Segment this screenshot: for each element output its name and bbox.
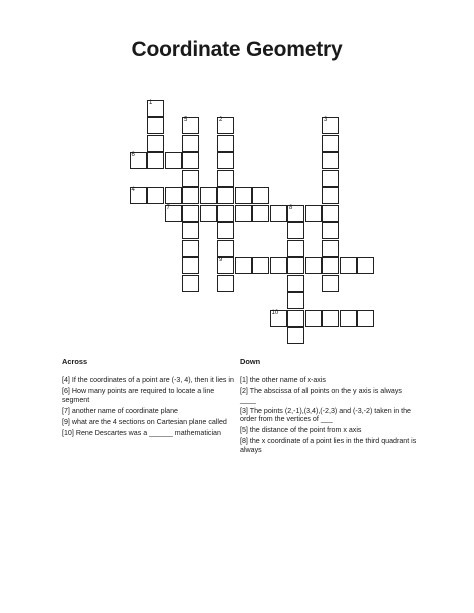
clue-number: [10] — [62, 428, 74, 437]
crossword-cell[interactable] — [287, 205, 304, 222]
clue-text: the x coordinate of a point lies in the third quadrant is always — [240, 437, 417, 454]
clue-text: another name of coordinate plane — [71, 406, 178, 415]
crossword-cell[interactable] — [147, 100, 164, 117]
crossword-cell[interactable] — [252, 205, 269, 222]
crossword-cell[interactable] — [322, 152, 339, 169]
crossword-cell[interactable] — [217, 135, 234, 152]
crossword-cell[interactable] — [182, 135, 199, 152]
clue-down-1 — [240, 376, 418, 384]
clue-text: Rene Descartes was a ______ mathematician — [75, 428, 221, 437]
clue-number: [4] — [62, 376, 70, 385]
crossword-cell[interactable] — [270, 257, 287, 274]
crossword-cell[interactable] — [182, 240, 199, 257]
clue-text: The points (2,-1),(3,4),(-2,3) and (-3,-2) taken in the order from the vertices of ___ — [240, 406, 411, 424]
clue-down-2 — [240, 387, 418, 404]
crossword-cell[interactable] — [322, 187, 339, 204]
crossword-cell[interactable] — [252, 187, 269, 204]
crossword-cell[interactable] — [357, 257, 374, 274]
crossword-cell[interactable] — [322, 135, 339, 152]
crossword-cell[interactable] — [270, 205, 287, 222]
crossword-cell[interactable] — [235, 205, 252, 222]
clue-text: the distance of the point from x axis — [249, 426, 362, 435]
crossword-cell[interactable] — [217, 222, 234, 239]
clue-number-label: 5 — [184, 117, 188, 123]
clue-text: If the coordinates of a point are (-3, 4), then it lies in — [71, 376, 234, 385]
clue-down-5 — [240, 426, 418, 434]
crossword-cell[interactable] — [200, 205, 217, 222]
clue-down-3 — [240, 407, 418, 424]
crossword-cell[interactable] — [217, 275, 234, 292]
crossword-cell[interactable] — [357, 310, 374, 327]
clue-number-label: 8 — [289, 204, 293, 211]
crossword-cell[interactable] — [182, 275, 199, 292]
crossword-cell[interactable] — [147, 117, 164, 134]
crossword-cell[interactable] — [252, 257, 269, 274]
crossword-cell[interactable] — [182, 170, 199, 187]
crossword-cell[interactable] — [270, 310, 287, 327]
crossword-cell[interactable] — [165, 205, 182, 222]
crossword-cell[interactable] — [305, 257, 322, 274]
crossword-cell[interactable] — [235, 257, 252, 274]
crossword-cell[interactable] — [235, 187, 252, 204]
crossword-cell[interactable] — [287, 292, 304, 309]
crossword-cell[interactable] — [287, 222, 304, 239]
across-clues — [62, 358, 234, 440]
crossword-cell[interactable] — [340, 310, 357, 327]
crossword-cell[interactable] — [147, 187, 164, 204]
crossword-cell[interactable] — [322, 310, 339, 327]
crossword-cell[interactable] — [182, 222, 199, 239]
clue-number-label: 10 — [271, 309, 279, 316]
crossword-cell[interactable] — [217, 257, 234, 274]
clue-across-7 — [62, 407, 234, 415]
clue-text: the other name of x-axis — [249, 376, 326, 385]
crossword-cell[interactable] — [322, 170, 339, 187]
crossword-cell[interactable] — [182, 187, 199, 204]
down-clues — [240, 358, 418, 457]
crossword-cell[interactable] — [305, 310, 322, 327]
clue-number-label: 1 — [149, 99, 153, 106]
clue-across-4 — [62, 376, 234, 384]
clue-number: [5] — [240, 426, 248, 435]
crossword-cell[interactable] — [200, 187, 217, 204]
clue-number-label: 2 — [219, 117, 223, 123]
crossword-cell[interactable] — [287, 310, 304, 327]
crossword-cell[interactable] — [165, 187, 182, 204]
crossword-cell[interactable] — [322, 117, 339, 134]
clue-number: [6] — [62, 387, 70, 396]
crossword-cell[interactable] — [182, 205, 199, 222]
crossword-cell[interactable] — [147, 135, 164, 152]
clue-text: The abscissa of all points on the y axis is always ____ — [240, 387, 402, 404]
clue-text: what are the 4 sections on Cartesian plane called — [71, 417, 227, 426]
clue-number-label: 9 — [219, 257, 223, 263]
clue-across-10 — [62, 429, 234, 437]
crossword-cell[interactable] — [182, 117, 199, 134]
clue-down-8 — [240, 437, 418, 454]
clue-number-label: 4 — [131, 187, 135, 193]
clue-number-label: 3 — [324, 117, 328, 123]
crossword-cell[interactable] — [340, 257, 357, 274]
crossword-cell[interactable] — [217, 117, 234, 134]
clue-number: [3] — [240, 406, 248, 415]
crossword-cell[interactable] — [287, 240, 304, 257]
clue-number: [7] — [62, 406, 70, 415]
crossword-cell[interactable] — [217, 152, 234, 169]
crossword-cell[interactable] — [217, 205, 234, 222]
crossword-cell[interactable] — [217, 240, 234, 257]
clue-text: How many points are required to locate a line segment — [62, 387, 215, 404]
crossword-cell[interactable] — [287, 257, 304, 274]
crossword-cell[interactable] — [182, 257, 199, 274]
crossword-cell[interactable] — [147, 152, 164, 169]
clue-number: [1] — [240, 376, 248, 385]
clue-number: [8] — [240, 437, 248, 446]
crossword-cell[interactable] — [217, 170, 234, 187]
crossword-cell[interactable] — [287, 327, 304, 344]
crossword-cell[interactable] — [305, 205, 322, 222]
crossword-cell[interactable] — [322, 257, 339, 274]
crossword-cell[interactable] — [287, 275, 304, 292]
crossword-cell[interactable] — [182, 152, 199, 169]
across-heading: Across — [62, 357, 88, 366]
clue-number: [2] — [240, 387, 248, 396]
page-title: Coordinate Geometry — [131, 38, 343, 61]
crossword-cell[interactable] — [322, 275, 339, 292]
clue-number-label: 7 — [166, 204, 170, 211]
clue-across-9 — [62, 418, 234, 426]
crossword-cell[interactable] — [322, 240, 339, 257]
clue-number-label: 6 — [131, 152, 135, 158]
clue-across-6 — [62, 387, 234, 404]
crossword-cell[interactable] — [130, 187, 147, 204]
crossword-cell[interactable] — [130, 152, 147, 169]
crossword-cell[interactable] — [322, 222, 339, 239]
crossword-cell[interactable] — [217, 187, 234, 204]
clue-number: [9] — [62, 417, 70, 426]
crossword-cell[interactable] — [165, 152, 182, 169]
down-heading: Down — [240, 357, 261, 366]
crossword-cell[interactable] — [322, 205, 339, 222]
